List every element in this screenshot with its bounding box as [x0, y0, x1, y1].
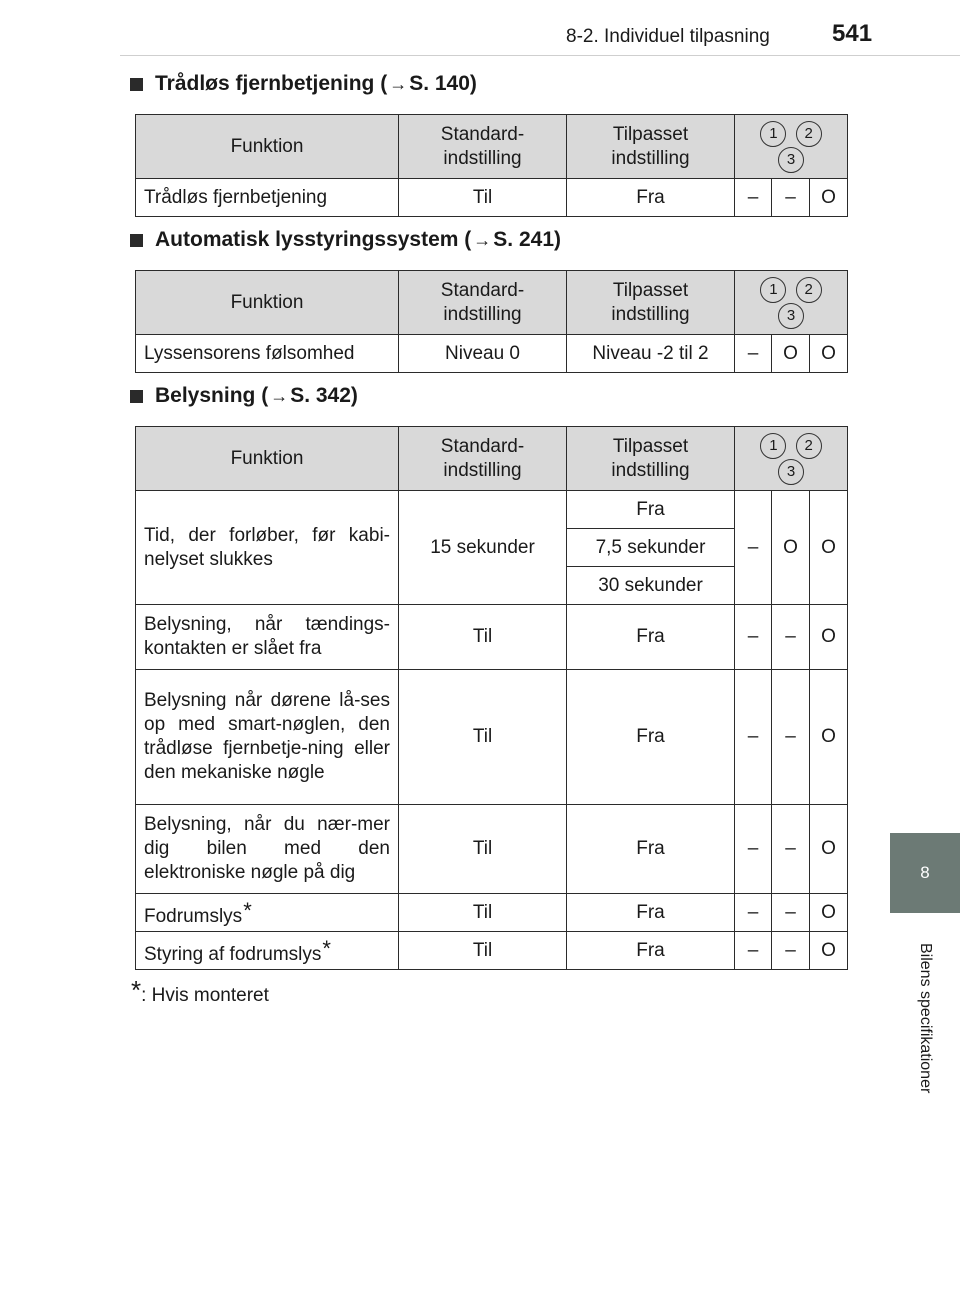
heading-text: Belysning (	[155, 384, 269, 407]
chapter-title: Bilens specifikationer	[917, 943, 934, 1094]
section-heading-lighting	[130, 384, 358, 408]
cell-c1: –	[735, 670, 772, 805]
cell-function: Belysning når dørene lå-ses op med smart-nøglen, den trådløse fjernbetje-ning eller den mekaniske nøgle	[136, 670, 399, 805]
cell-function: Belysning, når du nær-mer dig bilen med den elektroniske nøgle på dig	[136, 805, 399, 894]
cell-c2: –	[772, 605, 810, 670]
section-heading-wireless-remote	[130, 72, 477, 96]
page-reference: S. 140)	[409, 72, 477, 95]
cell-c3: O	[810, 179, 848, 217]
header-default-l1: Standard-	[440, 279, 525, 301]
cell-custom: Fra	[567, 894, 735, 932]
square-bullet-icon	[130, 390, 143, 403]
cell-custom-option: 7,5 sekunder	[567, 529, 735, 567]
header-function: Funktion	[136, 427, 399, 491]
square-bullet-icon	[130, 78, 143, 91]
cell-function: Tid, der forløber, før kabi-nelyset slukkes	[136, 491, 399, 605]
header-custom	[567, 427, 735, 491]
cell-default: Til	[399, 670, 567, 805]
cell-custom-option: 30 sekunder	[567, 567, 735, 605]
header-function: Funktion	[136, 115, 399, 179]
header-default-l2: indstilling	[443, 147, 522, 169]
circled-1-icon: 1	[760, 121, 786, 147]
cell-c3: O	[810, 605, 848, 670]
circled-3-icon: 3	[778, 303, 804, 329]
chapter-tab	[890, 833, 960, 913]
cell-default: 15 sekunder	[399, 491, 567, 605]
circled-3-icon: 3	[778, 147, 804, 173]
arrow-icon: →	[270, 385, 289, 406]
cell-c1: –	[735, 179, 772, 217]
header-default-l1: Standard-	[440, 123, 525, 145]
cell-c3: O	[810, 491, 848, 605]
cell-function: Trådløs fjernbetjening	[136, 179, 399, 217]
cell-c2: –	[772, 179, 810, 217]
page-number: 541	[832, 20, 873, 47]
cell-custom: Fra	[567, 670, 735, 805]
settings-table-auto-light	[135, 270, 848, 373]
chapter-label	[890, 916, 960, 1121]
table-row	[136, 805, 848, 894]
function-text: Styring af fodrumslys	[144, 943, 322, 965]
header-custom	[567, 115, 735, 179]
circled-2-icon: 2	[796, 277, 822, 303]
square-bullet-icon	[130, 234, 143, 247]
asterisk-mark: *	[243, 897, 252, 923]
header-custom-l1: Tilpasset	[612, 279, 689, 301]
cell-c2: –	[772, 932, 810, 970]
header-default-l2: indstilling	[443, 303, 522, 325]
header-custom-l2: indstilling	[611, 459, 690, 481]
cell-c2: O	[772, 335, 810, 373]
table-row	[136, 491, 848, 529]
cell-custom: Fra	[567, 932, 735, 970]
header-custom	[567, 271, 735, 335]
circled-3-icon: 3	[778, 459, 804, 485]
header-custom-l1: Tilpasset	[612, 435, 689, 457]
cell-custom: Fra	[567, 179, 735, 217]
table-row	[136, 670, 848, 805]
section-heading-auto-light	[130, 228, 561, 252]
settings-table-lighting	[135, 426, 848, 970]
cell-c3: O	[810, 805, 848, 894]
cell-c2: O	[772, 491, 810, 605]
arrow-icon: →	[389, 73, 408, 94]
settings-table-wireless-remote	[135, 114, 848, 217]
header-divider	[120, 55, 960, 56]
cell-c3: O	[810, 932, 848, 970]
cell-function: Belysning, når tændings-kontakten er slået fra	[136, 605, 399, 670]
cell-custom: Fra	[567, 605, 735, 670]
table-header-row	[136, 115, 848, 179]
cell-c3: O	[810, 335, 848, 373]
cell-c2: –	[772, 670, 810, 805]
header-default	[399, 427, 567, 491]
heading-text: Automatisk lysstyringssystem (	[155, 228, 472, 251]
chapter-number: 8	[920, 863, 930, 882]
header-custom-l2: indstilling	[611, 147, 690, 169]
page-reference: S. 241)	[493, 228, 562, 251]
header-custom-l1: Tilpasset	[612, 123, 689, 145]
table-row	[136, 932, 848, 970]
header-default	[399, 115, 567, 179]
cell-custom-option: Fra	[567, 491, 735, 529]
function-text: Fodrumslys	[144, 905, 243, 927]
header-function: Funktion	[136, 271, 399, 335]
table-header-row	[136, 271, 848, 335]
cell-c2: –	[772, 894, 810, 932]
cell-default: Til	[399, 179, 567, 217]
cell-c3: O	[810, 670, 848, 805]
cell-c1: –	[735, 491, 772, 605]
cell-c1: –	[735, 605, 772, 670]
header-custom-l2: indstilling	[611, 303, 690, 325]
cell-c3: O	[810, 894, 848, 932]
header-circled-numbers	[735, 115, 848, 179]
circled-1-icon: 1	[760, 433, 786, 459]
asterisk-mark: *	[322, 935, 331, 961]
arrow-icon: →	[473, 229, 492, 250]
page-reference: S. 342)	[290, 384, 358, 407]
cell-c1: –	[735, 805, 772, 894]
cell-function	[136, 932, 399, 970]
header-default-l2: indstilling	[443, 459, 522, 481]
header-default	[399, 271, 567, 335]
cell-c1: –	[735, 335, 772, 373]
cell-custom: Niveau -2 til 2	[567, 335, 735, 373]
cell-default: Til	[399, 932, 567, 970]
cell-default: Niveau 0	[399, 335, 567, 373]
table-row	[136, 894, 848, 932]
cell-custom: Fra	[567, 805, 735, 894]
table-header-row	[136, 427, 848, 491]
table-row	[136, 335, 848, 373]
cell-c1: –	[735, 894, 772, 932]
cell-default: Til	[399, 605, 567, 670]
circled-1-icon: 1	[760, 277, 786, 303]
cell-default: Til	[399, 805, 567, 894]
section-title: 8-2. Individuel tilpasning	[566, 26, 770, 47]
cell-function	[136, 894, 399, 932]
cell-c1: –	[735, 932, 772, 970]
circled-2-icon: 2	[796, 433, 822, 459]
footnote-text: : Hvis monteret	[141, 985, 269, 1006]
header-circled-numbers	[735, 427, 848, 491]
footnote	[130, 975, 269, 1007]
heading-text: Trådløs fjernbetjening (	[155, 72, 388, 95]
header-circled-numbers	[735, 271, 848, 335]
header-default-l1: Standard-	[440, 435, 525, 457]
table-row	[136, 179, 848, 217]
circled-2-icon: 2	[796, 121, 822, 147]
cell-c2: –	[772, 805, 810, 894]
table-row	[136, 605, 848, 670]
asterisk-mark: *	[131, 975, 142, 1005]
cell-default: Til	[399, 894, 567, 932]
cell-function: Lyssensorens følsomhed	[136, 335, 399, 373]
